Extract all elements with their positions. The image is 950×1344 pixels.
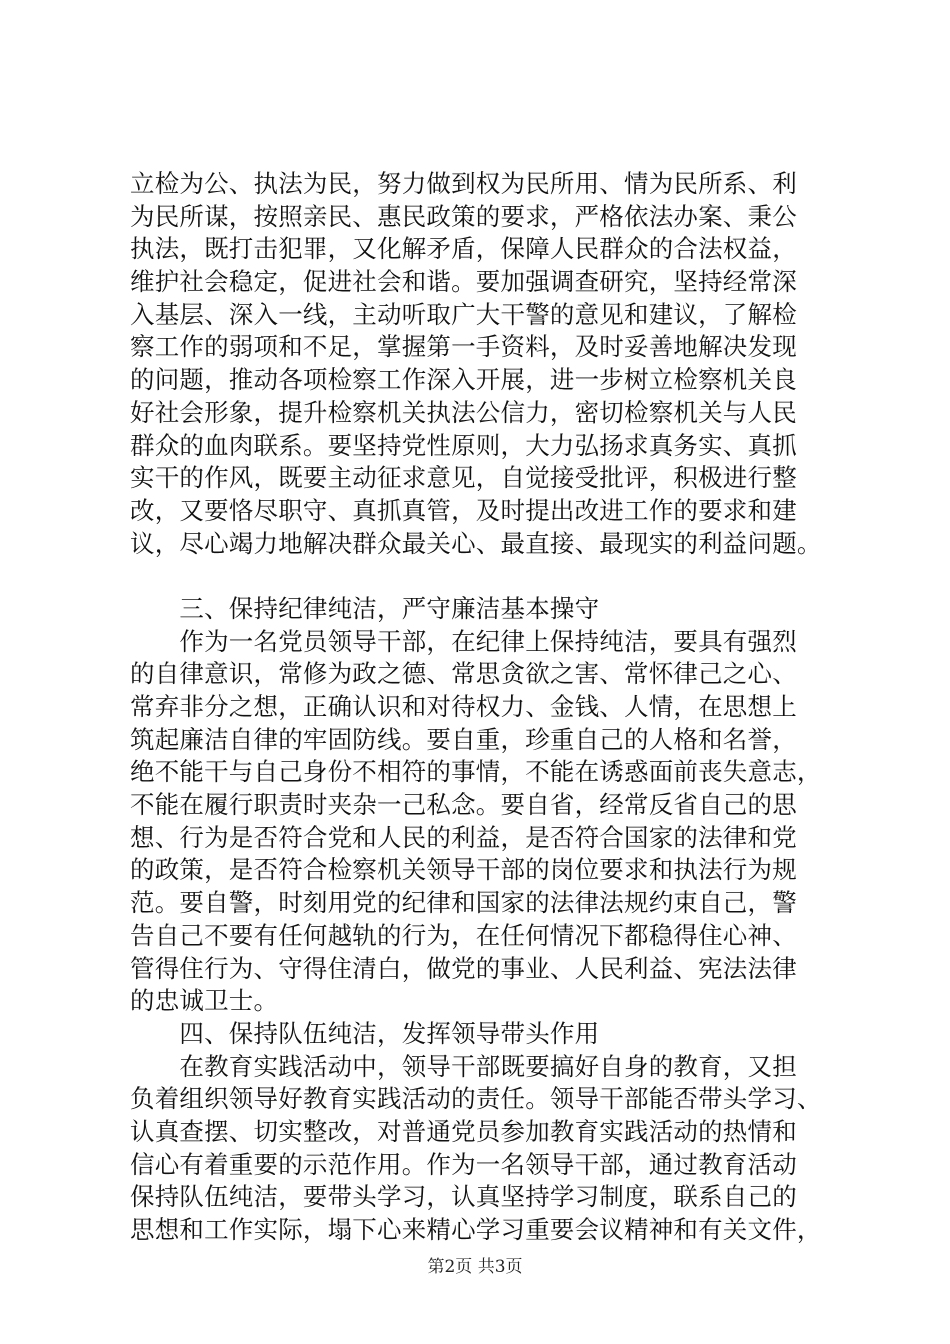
text-line: 的问题，推动各项检察工作深入开展，进一步树立检察机关良 xyxy=(130,365,797,395)
text-line: 三、保持纪律纯洁，严守廉洁基本操守 xyxy=(130,593,600,623)
text-line: 不能在履行职责时夹杂一己私念。要自省，经常反省自己的思 xyxy=(130,790,797,820)
text-line: 议，尽心竭力地解决群众最关心、最直接、最现实的利益问题。 xyxy=(130,528,822,558)
text-line: 负着组织领导好教育实践活动的责任。领导干部能否带头学习、 xyxy=(130,1084,822,1114)
text-line: 维护社会稳定，促进社会和谐。要加强调查研究，坚持经常深 xyxy=(130,267,797,297)
text-line: 信心有着重要的示范作用。作为一名领导干部，通过教育活动 xyxy=(130,1149,797,1179)
text-line: 的忠诚卫士。 xyxy=(130,986,279,1016)
text-line: 为民所谋，按照亲民、惠民政策的要求，严格依法办案、秉公 xyxy=(130,201,797,231)
text-line: 范。要自警，时刻用党的纪律和国家的法律法规约束自己，警 xyxy=(130,888,797,918)
text-line: 告自己不要有任何越轨的行为，在任何情况下都稳得住心神、 xyxy=(130,920,797,950)
text-line: 的自律意识，常修为政之德、常思贪欲之害、常怀律己之心、 xyxy=(130,659,797,689)
text-line: 作为一名党员领导干部，在纪律上保持纯洁，要具有强烈 xyxy=(130,626,797,656)
text-line: 执法，既打击犯罪，又化解矛盾，保障人民群众的合法权益， xyxy=(130,234,797,264)
text-line: 在教育实践活动中，领导干部既要搞好自身的教育，又担 xyxy=(130,1051,797,1081)
text-line: 想、行为是否符合党和人民的利益，是否符合国家的法律和党 xyxy=(130,822,797,852)
text-line: 常弃非分之想，正确认识和对待权力、金钱、人情，在思想上 xyxy=(130,692,797,721)
text-line: 保持队伍纯洁，要带头学习，认真坚持学习制度，联系自己的 xyxy=(130,1182,797,1212)
text-line: 筑起廉洁自律的牢固防线。要自重，珍重自己的人格和名誉， xyxy=(130,724,797,754)
text-line: 绝不能干与自己身份不相符的事情，不能在诱惑面前丧失意志， xyxy=(130,757,822,787)
text-line: 好社会形象，提升检察机关执法公信力，密切检察机关与人民 xyxy=(130,397,797,427)
text-line: 管得住行为、守得住清白，做党的事业、人民利益、宪法法律 xyxy=(130,953,797,983)
text-line: 的政策，是否符合检察机关领导干部的岗位要求和执法行为规 xyxy=(130,855,797,885)
text-line: 群众的血肉联系。要坚持党性原则，大力弘扬求真务实、真抓 xyxy=(130,430,797,460)
text-line: 实干的作风，既要主动征求意见，自觉接受批评，积极进行整 xyxy=(130,463,797,493)
text-line: 入基层、深入一线，主动听取广大干警的意见和建议，了解检 xyxy=(130,299,797,329)
page-footer: 第2页 共3页 xyxy=(427,1257,523,1277)
text-line xyxy=(130,560,830,593)
text-line: 四、保持队伍纯洁，发挥领导带头作用 xyxy=(130,1018,600,1048)
text-line: 改，又要恪尽职守、真抓真管，及时提出改进工作的要求和建 xyxy=(130,495,797,525)
body-text xyxy=(130,168,830,1247)
text-line: 察工作的弱项和不足，掌握第一手资料，及时妥善地解决发现 xyxy=(130,332,797,362)
text-line: 立检为公、执法为民，努力做到权为民所用、情为民所系、利 xyxy=(130,169,797,198)
text-line: 思想和工作实际，塌下心来精心学习重要会议精神和有关文件， xyxy=(130,1215,822,1244)
text-line: 认真查摆、切实整改，对普通党员参加教育实践活动的热情和 xyxy=(130,1116,797,1146)
